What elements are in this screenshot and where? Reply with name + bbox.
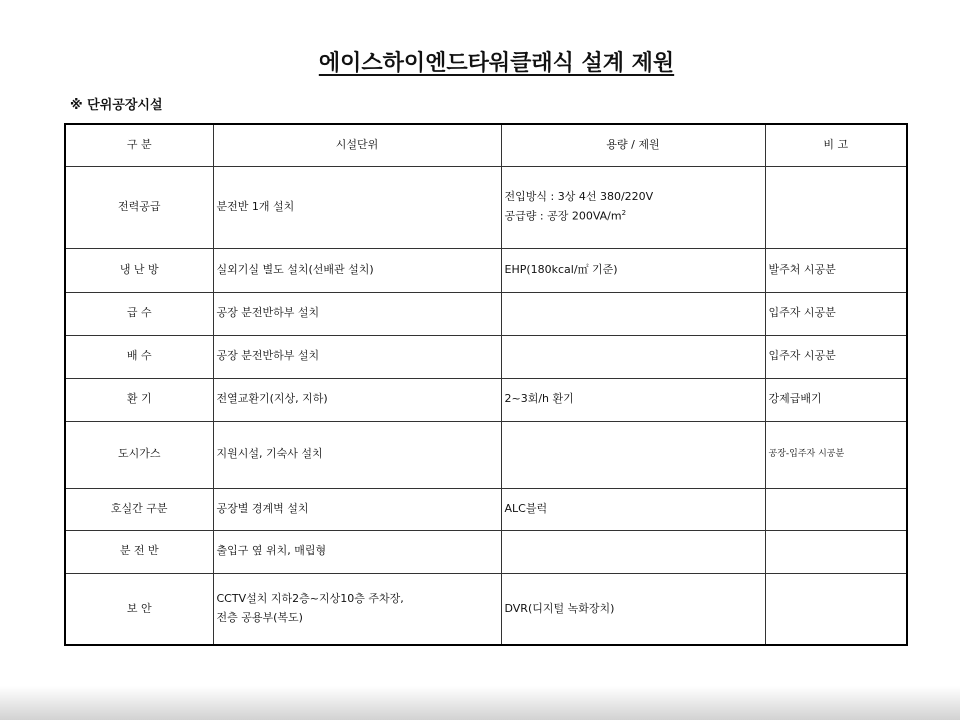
note-cell (765, 573, 907, 645)
header-category: 구 분 (65, 124, 213, 166)
facility-cell: 전열교환기(지상, 지하) (213, 378, 501, 421)
capacity-line (505, 209, 762, 224)
facility-cell: 분전반 1개 설치 (213, 166, 501, 248)
capacity-cell: 2~3회/h 환기 (501, 378, 765, 421)
table-row (65, 573, 907, 645)
table-row (65, 292, 907, 335)
table-header-row (65, 124, 907, 166)
category-cell: 전력공급 (65, 166, 213, 248)
capacity-cell (501, 166, 765, 248)
capacity-cell (501, 530, 765, 573)
facility-line: 전층 공용부(복도) (216, 611, 303, 625)
document-title: 에이스하이엔드타워클래식 설계 제원 (318, 51, 675, 76)
capacity-cell (501, 292, 765, 335)
capacity-cell: EHP(180kcal/㎡ 기준) (501, 248, 765, 292)
spec-table (64, 123, 908, 646)
table-row (65, 248, 907, 292)
table-row (65, 488, 907, 530)
note-cell: 입주자 시공분 (765, 292, 907, 335)
category-cell: 배 수 (65, 335, 213, 378)
header-capacity: 용량 / 제원 (501, 124, 765, 166)
category-cell: 환 기 (65, 378, 213, 421)
category-cell: 급 수 (65, 292, 213, 335)
capacity-cell: ALC블럭 (501, 488, 765, 530)
note-cell: 입주자 시공분 (765, 335, 907, 378)
note-cell: 공장-입주자 시공분 (765, 421, 907, 488)
table-row (65, 335, 907, 378)
category-cell: 보 안 (65, 573, 213, 645)
capacity-cell (501, 335, 765, 378)
note-cell (765, 530, 907, 573)
table-row (65, 421, 907, 488)
header-note: 비 고 (765, 124, 907, 166)
note-cell: 강제급배기 (765, 378, 907, 421)
category-cell: 냉 난 방 (65, 248, 213, 292)
note-cell (765, 166, 907, 248)
table-row (65, 530, 907, 573)
table-row (65, 166, 907, 248)
capacity-line: 전입방식 : 3상 4선 380/220V (504, 189, 654, 203)
facility-cell: 지원시설, 기숙사 설치 (213, 421, 501, 488)
facility-cell: 공장 분전반하부 설치 (213, 335, 501, 378)
note-cell (765, 488, 907, 530)
facility-cell: 실외기실 별도 설치(선배관 설치) (213, 248, 501, 292)
facility-cell: 공장 분전반하부 설치 (213, 292, 501, 335)
unit-superscript: 2 (621, 209, 627, 218)
capacity-line-text: 공급량 : 공장 200VA/m (504, 209, 622, 223)
category-cell: 호실간 구분 (65, 488, 213, 530)
capacity-cell: DVR(디지털 녹화장치) (501, 573, 765, 645)
category-cell: 도시가스 (65, 421, 213, 488)
header-facility: 시설단위 (213, 124, 501, 166)
section-subtitle: ※ 단위공장시설 (70, 98, 163, 113)
facility-line: CCTV설치 지하2층~지상10층 주차장, (216, 591, 404, 605)
footer-gradient-bar (0, 686, 960, 720)
capacity-cell (501, 421, 765, 488)
table-row (65, 378, 907, 421)
facility-cell: 출입구 옆 위치, 매립형 (213, 530, 501, 573)
note-cell: 발주처 시공분 (765, 248, 907, 292)
category-cell: 분 전 반 (65, 530, 213, 573)
facility-cell (213, 573, 501, 645)
facility-cell: 공장별 경계벽 설치 (213, 488, 501, 530)
